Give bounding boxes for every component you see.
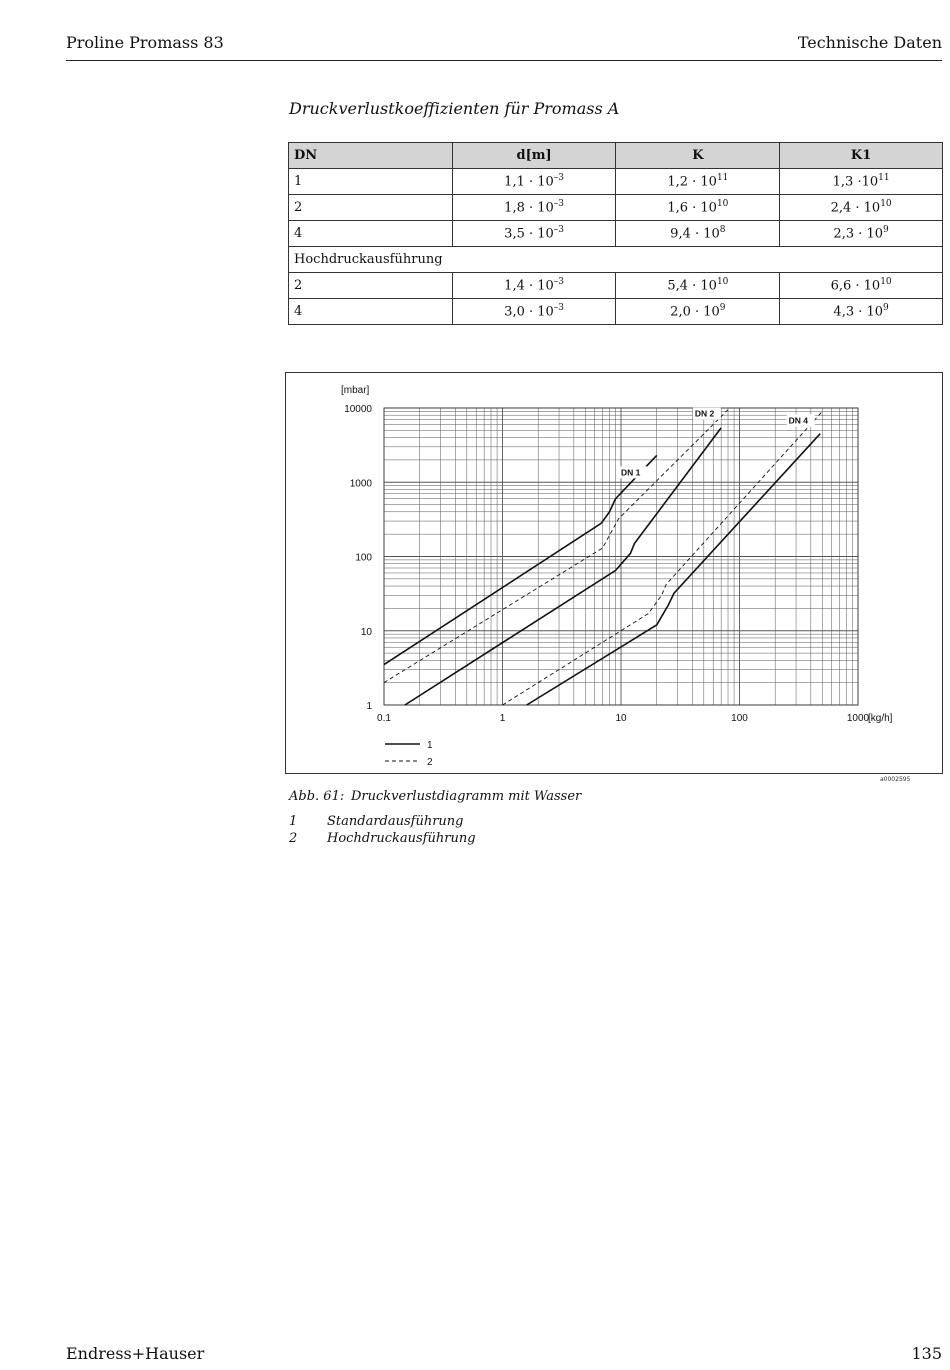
cell-dn: 4 [289,299,453,325]
x-tick-label: 0.1 [377,713,391,724]
legend-item [289,831,476,846]
y-tick-label: 1 [366,701,372,712]
cell-k1: $6,6 \cdot 10^{10}$ [780,273,943,299]
x-tick-label: 1 [499,713,506,724]
cell-dn: 2 [289,273,453,299]
legend-item-text: Standardausführung [327,814,464,829]
image-code: a0002595 [880,776,911,783]
cell-k1: $4,3 \cdot 10^9$ [780,299,943,325]
curve-label: DN 2 [694,408,715,419]
header-section: Technische Daten [797,33,942,52]
x-tick-label: 1000 [846,713,870,724]
x-tick-label: 100 [731,713,748,724]
section-title: Druckverlustkoeffizienten für Promass A [289,99,620,118]
cell-k: $1,6 \cdot 10^{10}$ [616,195,780,221]
cell-d: $3,5 \cdot 10^{-3}$ [452,221,616,247]
chart-svg [286,373,942,773]
legend-label: 1 [427,740,433,751]
table-row [289,169,943,195]
footer-brand: Endress+Hauser [66,1344,205,1363]
cell-k: $5,4 \cdot 10^{10}$ [616,273,780,299]
curve-label: DN 4 [788,415,809,426]
col-header-d: d[m] [452,143,616,169]
figure-caption [289,789,581,804]
page-number: 135 [911,1344,942,1363]
coefficient-table [288,142,943,325]
table-row [289,195,943,221]
col-header-dn: DN [289,143,453,169]
series-line [527,434,821,705]
y-tick-label: 100 [355,552,372,564]
header-title: Proline Promass 83 [66,33,224,52]
cell-d: $1,1 \cdot 10^{-3}$ [452,169,616,195]
table-header-row [289,143,943,169]
x-axis-label: [kg/h] [868,713,893,724]
legend-item-number: 2 [289,831,298,846]
x-tick-label: 10 [615,713,627,724]
y-tick-label: 10 [360,626,372,638]
cell-k1: $1,3 \cdot 10^{11}$ [780,169,943,195]
cell-k1: $2,4 \cdot 10^{10}$ [780,195,943,221]
cell-d: $3,0 \cdot 10^{-3}$ [452,299,616,325]
header-rule [66,60,942,61]
legend-item-text: Hochdruckausführung [327,831,476,846]
legend-label: 2 [427,757,433,768]
col-header-k: K [616,143,780,169]
series-line [503,408,823,705]
cell-k: $2,0 \cdot 10^9$ [616,299,780,325]
col-header-k1: K1 [780,143,943,169]
series-line [405,428,721,705]
cell-dn: 2 [289,195,453,221]
cell-k1: $2,3 \cdot 10^9$ [780,221,943,247]
y-tick-label: 10000 [344,404,372,415]
table-row [289,273,943,299]
table-subheading: Hochdruckausführung [289,247,943,273]
table-subheading-row [289,247,943,273]
series-line [384,410,728,683]
table-row [289,299,943,325]
caption-number: Abb. 61: [289,789,345,804]
pressure-loss-chart [285,372,943,774]
cell-dn: 4 [289,221,453,247]
y-axis-label: [mbar] [341,385,370,396]
legend-item-number: 1 [289,814,298,829]
legend-item [289,814,464,829]
cell-d: $1,4 \cdot 10^{-3}$ [452,273,616,299]
table-row [289,221,943,247]
y-tick-label: 1000 [349,478,372,490]
cell-dn: 1 [289,169,453,195]
cell-k: $9,4 \cdot 10^8$ [616,221,780,247]
curve-label: DN 1 [621,467,641,478]
caption-text: Druckverlustdiagramm mit Wasser [351,789,582,804]
cell-k: $1,2 \cdot 10^{11}$ [616,169,780,195]
cell-d: $1,8 \cdot 10^{-3}$ [452,195,616,221]
